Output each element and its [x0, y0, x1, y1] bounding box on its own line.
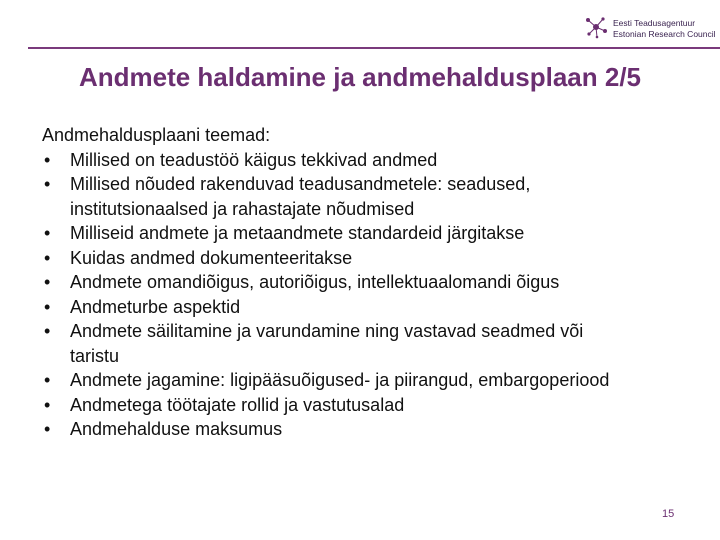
list-item	[42, 319, 702, 368]
list-item-text: Milliseid andmete ja metaandmete standardeid järgitakse	[70, 223, 525, 243]
list-item-text: Millised on teadustöö käigus tekkivad andmed	[70, 149, 438, 170]
list-item-text: Kuidas andmed dokumenteeritakse	[70, 247, 353, 268]
logo-text-estonian: Eesti Teadusagentuur	[613, 18, 696, 28]
page-number: 15	[662, 508, 675, 520]
bullet-list	[42, 148, 702, 442]
list-item	[42, 295, 702, 320]
logo-text-english: Estonian Research Council	[613, 29, 716, 39]
list-heading: Andmehaldusplaani teemad:	[42, 125, 271, 145]
logo	[583, 12, 716, 42]
list-item-text: Andmete omandiõigus, autoriõigus, intellektuaalomandi õigus	[70, 272, 560, 292]
slide-body	[42, 123, 702, 442]
header-divider	[28, 47, 720, 49]
list-item-text: taristu	[70, 345, 120, 366]
slide-title: Andmete haldamine ja andmehaldusplaan 2/5	[78, 62, 642, 92]
list-item	[42, 246, 702, 271]
list-item	[42, 172, 702, 221]
list-item	[42, 221, 702, 246]
list-item-text: Andmete jagamine: ligipääsuõigused- ja piirangud, embargoperiood	[70, 370, 610, 390]
list-item-text: Andmetega töötajate rollid ja vastutusalad	[70, 394, 405, 415]
list-item-text: Millised nõuded rakenduvad teadusandmetele: seadused,	[70, 174, 531, 194]
list-item	[42, 270, 702, 295]
research-council-logo-icon	[583, 14, 609, 40]
list-item-text: Andmehalduse maksumus	[70, 419, 283, 439]
list-item	[42, 393, 702, 418]
list-item	[42, 148, 702, 173]
list-item-text: Andmeturbe aspektid	[70, 296, 241, 317]
list-item-text: institutsionaalsed ja rahastajate nõudmised	[70, 198, 415, 219]
list-item-text: Andmete säilitamine ja varundamine ning vastavad seadmed või	[70, 321, 584, 341]
list-item	[42, 417, 702, 442]
list-item	[42, 368, 702, 393]
